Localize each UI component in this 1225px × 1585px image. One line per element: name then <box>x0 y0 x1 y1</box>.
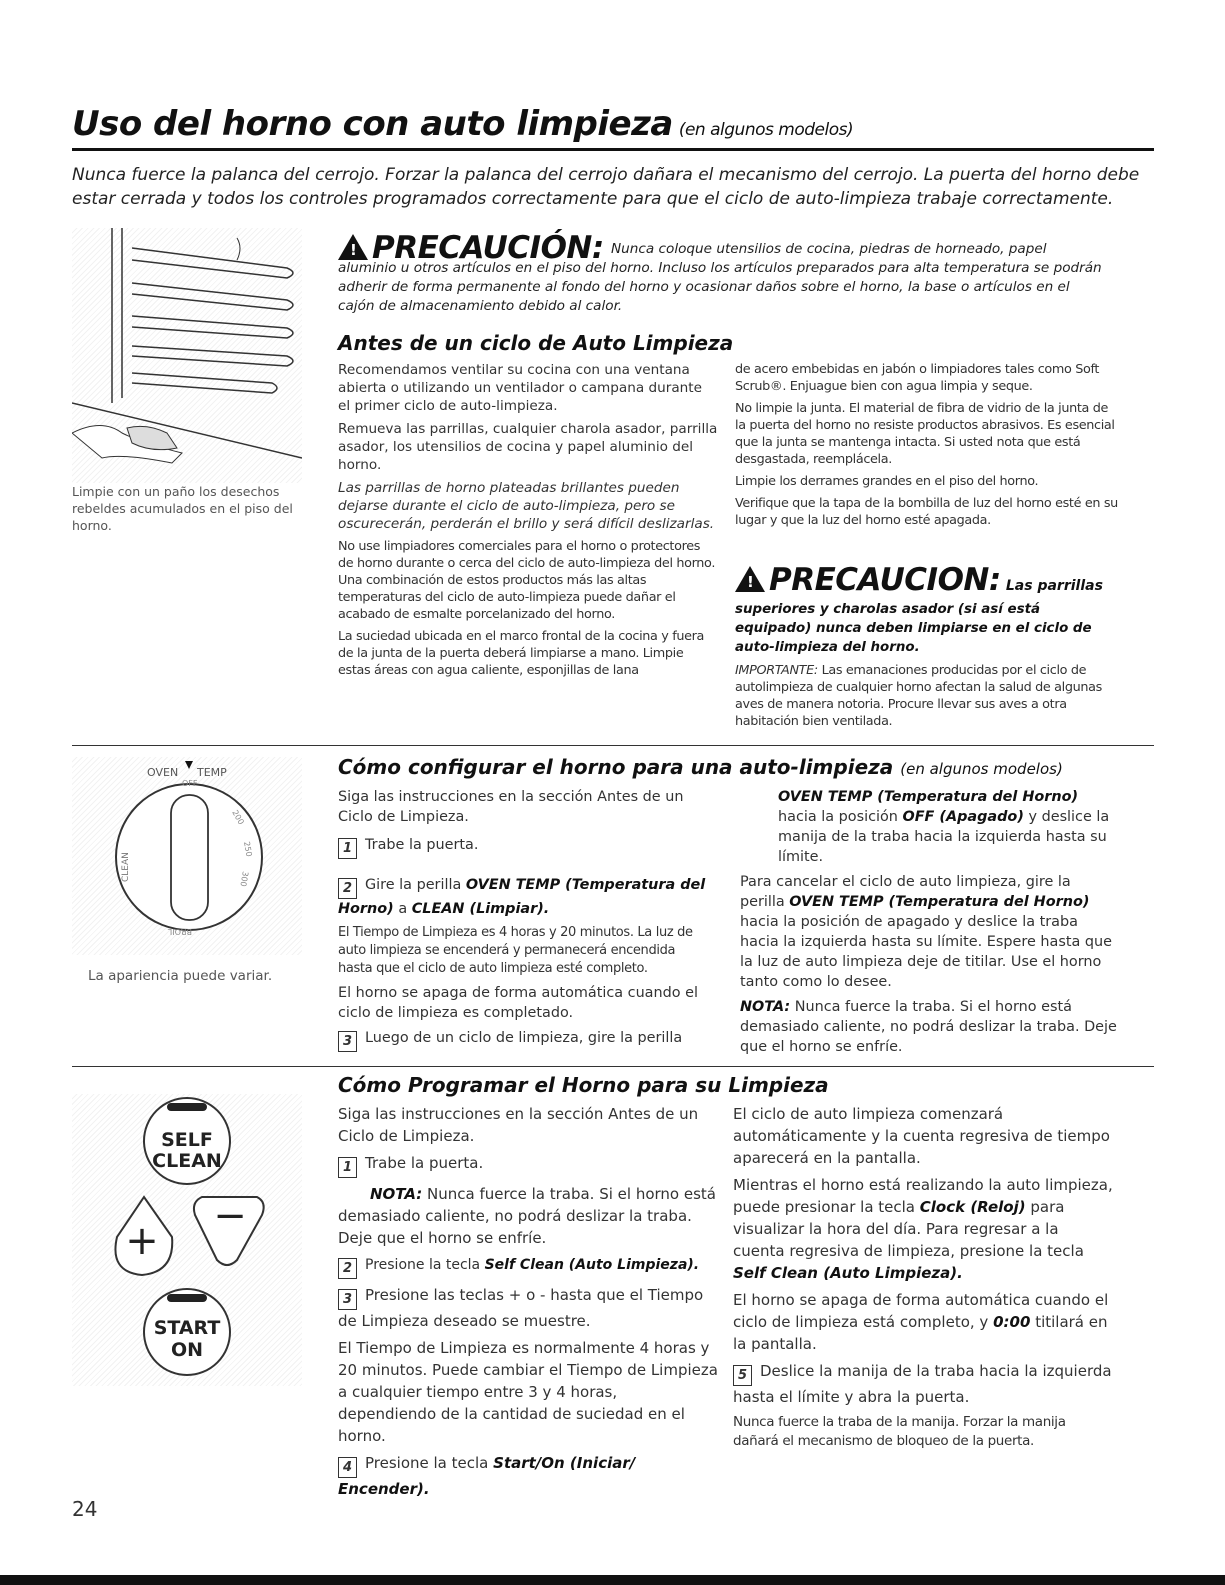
knob-clean-label: CLEAN <box>121 852 131 882</box>
section-divider <box>72 1066 1154 1067</box>
configure-col1 <box>338 787 713 1057</box>
step-keyword: Self Clean (Auto Limpieza). <box>484 1257 700 1273</box>
keyword: Self Clean (Auto Limpieza). <box>733 1264 963 1282</box>
paragraph: El Tiempo de Limpieza es 4 horas y 20 minutos. La luz de auto limpieza se encenderá y permanecerá encendida hasta que el ciclo de auto limpieza esté completo. <box>338 925 693 976</box>
keyword: OVEN TEMP (Temperatura del Horno) <box>789 894 1090 910</box>
note-text: Nunca fuerce la traba. Si el horno está demasiado caliente, no podrá deslizar la traba. Deje que el horno se enfríe. <box>338 1185 716 1247</box>
heading-subtitle: (en algunos modelos) <box>900 760 1063 778</box>
bottom-edge-bar <box>0 1575 1225 1585</box>
caution2-text: superiores y charolas asador (si así está equipado) nunca deben limpiarse en el ciclo de auto-limpieza del horno. <box>735 602 1092 655</box>
step-number: 3 <box>338 1031 357 1052</box>
important-text: Las emanaciones producidas por el ciclo de autolimpieza de cualquier horno afectan la salud de algunas aves de manera notoria. Procure llevar sus aves a otra habitación bien ventilada. <box>735 663 1102 729</box>
keypad-illustration <box>72 1094 302 1386</box>
note-label: NOTA: <box>370 1185 423 1203</box>
intro-text: Nunca fuerce la palanca del cerrojo. Forzar la palanca del cerrojo dañara el mecanismo del cerrojo. La puerta del horno debe estar cerrada y todos los controles programados correctamente para que el ciclo de auto-limpieza trabaje correctamente. <box>72 165 1140 209</box>
knob-illustration <box>72 757 302 955</box>
step-text: Trabe la puerta. <box>365 837 479 853</box>
paragraph: El horno se apaga de forma automática cuando el ciclo de limpieza es completado. <box>338 985 698 1021</box>
step-number: 1 <box>338 1157 357 1178</box>
section-heading-program: Cómo Programar el Horno para su Limpieza <box>338 1073 829 1097</box>
cleaning-caption: Limpie con un paño los desechos rebeldes acumulados en el piso del horno. <box>72 484 293 533</box>
paragraph: La suciedad ubicada en el marco frontal de la cocina y fuera de la junta de la puerta deberá limpiarse a mano. Limpie estas áreas con agua caliente, esponjillas de lana <box>338 629 705 678</box>
step-text: Gire la perilla <box>365 877 462 893</box>
text: Para cancelar el ciclo de auto limpieza, gire la perilla <box>740 874 1071 910</box>
knob-oven-label: OVEN <box>147 766 179 779</box>
caution2-heading: PRECAUCION: <box>769 562 1001 598</box>
title-rule <box>72 148 1154 151</box>
paragraph: No limpie la junta. El material de fibra de vidrio de la junta de la puerta del horno no resiste productos abrasivos. Es esencial que la junta se mantenga intacta. Si usted nota que está desgastada, reemplácela. <box>735 401 1115 467</box>
warning-icon <box>735 566 765 592</box>
note-label: NOTA: <box>740 999 791 1015</box>
text: titilará en la pantalla. <box>733 1313 1108 1353</box>
self-clean-key-line2: CLEAN <box>152 1150 222 1172</box>
minus-key: − <box>213 1193 247 1239</box>
step-text: Presione la tecla <box>365 1257 481 1273</box>
step-number: 1 <box>338 838 357 859</box>
page-number: 24 <box>72 1497 98 1521</box>
step-keyword: OVEN TEMP (Temperatura del Horno) <box>338 877 706 917</box>
paragraph: Verifique que la tapa de la bombilla de luz del horno esté en su lugar y que la luz del horno esté apagada. <box>735 496 1118 528</box>
step-number: 3 <box>338 1289 357 1310</box>
paragraph: Recomendamos ventilar su cocina con una ventana abierta o utilizando un ventilador o campana durante el primer ciclo de auto-limpieza. <box>338 362 702 414</box>
text: hacia la posición <box>778 809 898 825</box>
paragraph: Siga las instrucciones en la sección Antes de un Ciclo de Limpieza. <box>338 1105 699 1145</box>
keyword: Clock (Reloj) <box>919 1198 1026 1216</box>
paragraph: Nunca fuerce la traba de la manija. Forzar la manija dañará el mecanismo de bloqueo de la puerta. <box>733 1414 1066 1449</box>
text: hacia la posición de apagado y deslice la traba hacia la izquierda hasta su límite. Espere hasta que la luz de auto limpieza deje de titilar. Use el horno tanto como lo desee. <box>740 914 1112 990</box>
oven-rack-drawing <box>72 228 302 483</box>
keyword: 0:00 <box>993 1313 1031 1331</box>
configure-col2 <box>740 787 1120 1062</box>
before-cycle-col2 <box>735 361 1120 534</box>
important-note <box>735 662 1120 735</box>
step-text: a <box>398 901 408 917</box>
note-text: Nunca fuerce la traba. Si el horno está demasiado caliente, no podrá deslizar la traba. Deje que el horno se enfríe. <box>740 999 1117 1055</box>
oven-floor-illustration <box>72 228 302 483</box>
section-heading-before-cycle: Antes de un ciclo de Auto Limpieza <box>338 331 734 355</box>
start-key-line2: ON <box>170 1339 204 1361</box>
paragraph: Siga las instrucciones en la sección Antes de un Ciclo de Limpieza. <box>338 789 684 825</box>
text: Mientras el horno está realizando la auto limpieza, puede presionar la tecla <box>733 1176 1113 1216</box>
section-heading-configure: Cómo configurar el horno para una auto-limpieza (en algunos modelos) <box>338 755 1063 779</box>
program-col2 <box>733 1103 1113 1456</box>
caution-heading: PRECAUCIÓN: <box>372 230 604 266</box>
keyword: OFF (Apagado) <box>902 809 1024 825</box>
paragraph: de acero embebidas en jabón o limpiadores tales como Soft Scrub®. Enjuague bien con agua limpia y seque. <box>735 362 1100 394</box>
knob-250-label: 250 <box>242 840 254 858</box>
step-number: 2 <box>338 1258 357 1279</box>
knob-temp-label: TEMP <box>197 766 227 779</box>
before-cycle-col1 <box>338 361 718 684</box>
paragraph: Limpie los derrames grandes en el piso del horno. <box>735 474 1039 489</box>
program-col1 <box>338 1103 718 1505</box>
start-key-line1: START <box>153 1317 221 1339</box>
paragraph: El Tiempo de Limpieza es normalmente 4 horas y 20 minutos. Puede cambiar el Tiempo de Limpieza a cualquier tiempo entre 3 y 4 horas, dependiendo de la cantidad de suciedad en el horno. <box>338 1339 718 1445</box>
step-text: Presione las teclas + o - hasta que el Tiempo de Limpieza deseado se muestre. <box>338 1286 704 1330</box>
self-clean-key-line1: SELF <box>161 1129 213 1151</box>
text: para visualizar la hora del día. Para regresar a la cuenta regresiva de limpieza, presione la tecla <box>733 1198 1084 1260</box>
knob-broil-label: BROIL <box>167 927 192 936</box>
title-subtitle: (en algunos modelos) <box>678 120 854 140</box>
step-keyword: CLEAN (Limpiar). <box>411 901 550 917</box>
step-text: Trabe la puerta. <box>365 1154 484 1172</box>
knob-caption: La apariencia puede variar. <box>88 968 273 984</box>
caution2-heading-row <box>735 562 1135 598</box>
page-title: Uso del horno con auto limpieza (en algunos modelos) <box>72 104 854 144</box>
step-text: Luego de un ciclo de limpieza, gire la perilla <box>365 1030 683 1046</box>
step-text: Deslice la manija de la traba hacia la izquierda hasta el límite y abra la puerta. <box>733 1362 1112 1406</box>
text: El horno se apaga de forma automática cuando el ciclo de limpieza está completo, y <box>733 1291 1109 1331</box>
step-number: 5 <box>733 1365 752 1386</box>
caution2-lead: Las parrillas <box>1005 578 1103 594</box>
keyword: OVEN TEMP (Temperatura del Horno) <box>778 789 1079 805</box>
step-number: 2 <box>338 878 357 899</box>
text: y deslice la manija de la traba hacia la izquierda hasta su límite. <box>778 809 1110 865</box>
caution-text: Nunca coloque utensilios de cocina, piedras de horneado, papel aluminio u otros artículos en el piso del horno. Incluso los artículos preparados para alta temperatura se podrán adherir de forma permanente al fondo del horno y ocasionar daños sobre el horno, la base o artículos en el cajón de almacenamiento debido al calor. <box>338 241 1102 314</box>
paragraph: El ciclo de auto limpieza comenzará automáticamente y la cuenta regresiva de tiempo aparecerá en la pantalla. <box>733 1105 1110 1167</box>
plus-key: + <box>125 1218 159 1264</box>
step-number: 4 <box>338 1457 357 1478</box>
knob-off-label: OFF <box>182 779 198 788</box>
section-divider <box>72 745 1154 746</box>
paragraph: Remueva las parrillas, cualquier charola asador, parrilla asador, los utensilios de cocina y papel aluminio del horno. <box>338 421 718 473</box>
knob-200-label: 200 <box>230 808 246 827</box>
paragraph: Las parrillas de horno plateadas brillantes pueden dejarse durante el ciclo de auto-limpieza, pero se oscurecerán, perderán el brillo y será difícil deslizarlas. <box>338 480 715 532</box>
paragraph: No use limpiadores comerciales para el horno o protectores de horno durante o cerca del ciclo de auto-limpieza del horno. Una combinación de estos productos más las altas temperaturas del ciclo de auto-limpieza puede dañar el acabado de esmalte porcelanizado del horno. <box>338 539 716 622</box>
step-text: Presione la tecla <box>365 1454 489 1472</box>
keypad-drawing <box>72 1094 302 1386</box>
oven-temp-knob <box>72 757 302 955</box>
step-keyword: Start/On (Iniciar/ Encender). <box>338 1454 636 1498</box>
knob-300-label: 300 <box>238 870 250 888</box>
important-label: IMPORTANTE: <box>735 663 818 678</box>
